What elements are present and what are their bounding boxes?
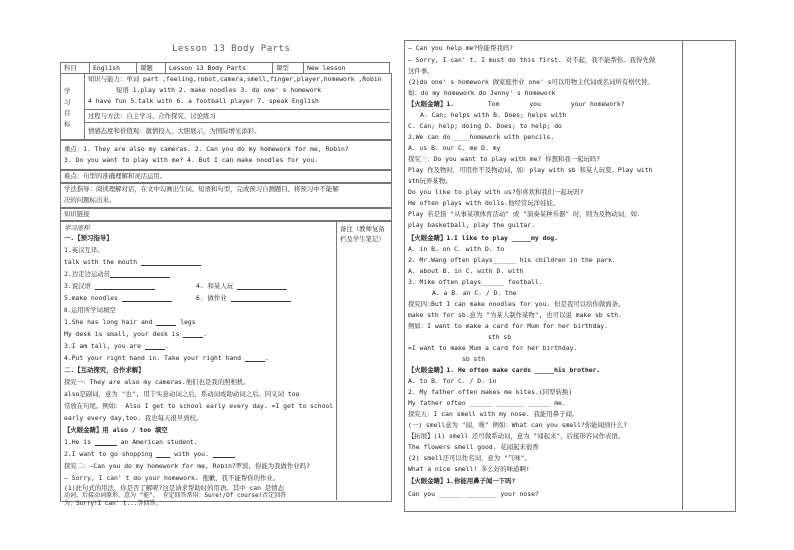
explore-3-line-d: He often plays with dolls.他经常玩洋娃娃。	[408, 199, 560, 207]
method-line-1: 学法指导：阅读理解对话，在文中勾画出生词、短语和句型，完成预习自测题目。将预习中不能解	[64, 185, 339, 193]
focus-line-1: 重点：1. They are also my cameras. 2. Can you do my homework for me, Robin?	[64, 145, 349, 153]
drill-2-options-1: A. Can; helps with B. Does; helps with	[420, 111, 567, 119]
type-label: 课型	[273, 63, 304, 74]
drill-1-item-2: 2.I want to go shopping with you.	[64, 450, 235, 458]
translate-item-2: 2.边走边运动员	[64, 270, 170, 278]
explore-3-line-c: Do you like to play with us?你喜欢和我们一起玩吗?	[408, 188, 584, 196]
right-line-5: 如：do my homework do Jenny' s homework	[408, 89, 556, 97]
drill-3-q3: 3. Mike often plays______ football.	[408, 278, 543, 286]
right-line-3: 这件事。	[408, 67, 434, 75]
objectives-line-3: 4 have fun 5.talk with 6. a football player 7. speak English	[88, 97, 319, 105]
objectives-line-2: 短语 1.play with 2. make noodles 3. do one' s homework	[116, 86, 322, 94]
right-line-1: — Can you help me?你能帮我吗?	[408, 44, 514, 52]
drill-3-q2: 2. Mr.Wang often plays______ his children in the park.	[408, 256, 616, 264]
translate-item-6: 6. 做作业	[196, 294, 291, 302]
explore-3-line-b: sth玩弄某物。	[408, 177, 452, 185]
drill-4-q1: 【火眼金睛】1. He often make cards _____his brother.	[408, 366, 601, 374]
explore-1-line-c: early every day,too. 我也每天很早到校。	[64, 414, 203, 422]
drill-3-o1: A. in B. on C. with D. to	[408, 245, 505, 253]
drill-2-q2: 2.We can do ____homework with pencils.	[408, 133, 555, 141]
emotion-text: 情感态度和价值观：激情投入，大胆展示，为国际增光添彩。	[88, 127, 261, 135]
method-line-2: 决的问题标出来。	[64, 196, 116, 204]
topic-label: 课题	[137, 63, 166, 74]
explore-5-title: 探究五：I can smell with my nose. 我能用鼻子闻。	[408, 410, 579, 418]
explore-3-line-e: Play 若是指 "从事某项体育活动" 或 "演奏某种乐器" 时，则为及物动词，如：	[408, 210, 644, 218]
explore-5-line-d: (2) smell还可以作名词，意为 "气味"。	[408, 454, 531, 462]
subject-value: English	[90, 63, 137, 74]
fill-item-4: 4.Put your right hand in. Take your right hand .	[64, 354, 269, 362]
topic-value: Lesson 13 Body Parts	[166, 63, 273, 74]
lesson-title: Lesson 13 Body Parts	[172, 44, 291, 54]
knowledge-text: 知识链接	[64, 210, 90, 218]
drill-2-options-2: C. Can; help; doing D. Does; to help; do	[408, 122, 562, 130]
drill-1-title: 【火眼金睛】用 also / too 填空	[64, 426, 168, 434]
translate-heading: 1.英汉互译。	[64, 246, 104, 254]
fill-heading: Ⅱ.运用所学词填空	[64, 306, 116, 314]
difficulty-text: 难点：句型的准确理解和灵活运用。	[64, 172, 167, 180]
drill-4-q2: 2. My father often makes me kites.(同型转换)	[408, 388, 573, 396]
explore-5-line-e: What a nice smell! 多么好的味道啊!	[408, 465, 530, 473]
explore-4-line-a: make sth for sb.意为 "为某人制作某物", 也可以说 make sb sth.	[408, 311, 622, 319]
type-value: New lesson	[304, 63, 390, 74]
explore-4-line-d: =I want to make Mum a card for her birthday.	[408, 344, 578, 352]
flow-header: 学习流程	[64, 224, 90, 232]
drill-5-title: 【火眼金睛】1.你能用鼻子闻一下吗?	[408, 477, 516, 485]
explore-5-line-a: (一) smell意为 "闻，嗅" 例如：What can you smell?你能闻到什么?	[408, 421, 627, 429]
translate-item-4: 4. 和某人玩	[196, 282, 287, 290]
explore-2-title: 探究二：—Can you do my homework for me, Robin?罗滨，你能为我做作业吗?	[64, 462, 310, 470]
section-preview: 一.【预习指导】	[64, 234, 113, 242]
explore-3-line-a: Play 作及物时，可用作不及物动词，如：play with sb 和某人玩耍。Play with	[408, 166, 653, 174]
notes-header: 备注（教师复备栏及学生笔记）	[340, 225, 385, 243]
drill-5-question: Can you ______ ________ your nose?	[408, 490, 539, 498]
process-text: 过程与方法：自主学习、合作探究、讨论练习	[88, 112, 216, 120]
objectives-label: 学 习 目 标	[64, 87, 71, 128]
drill-2-title: 【火眼金睛】1. Tom you your homework?	[408, 100, 625, 108]
section-interactive: 二.【互动探究，合作求解】	[64, 366, 145, 374]
explore-3-line-f: play basketball, play the guitar.	[408, 221, 535, 229]
right-line-4: (2)do one' s homework 做家庭作业 one' s可以用物主代词或名词所有格代替。	[408, 78, 654, 86]
subject-label: 科目	[61, 63, 90, 74]
explore-2-line-b: (1)此句式的用法，你是否了解呢?这是请求帮助时的用语。其中 can 是情态	[64, 484, 284, 492]
translate-item-3: 3.说汉语	[64, 282, 155, 290]
drill-3-o2: A. about B. in C. with D. with	[408, 267, 524, 275]
explore-4-title: 探究四:But I can make noodles for you. 但是我可以给你做面条。	[408, 300, 625, 308]
fill-item-1: 1.She has long hair and legs	[64, 318, 196, 326]
focus-box	[60, 139, 392, 171]
right-line-2: — Sorry, I can' t. I must do this first. 对不起，我不能帮你。我得先做	[408, 56, 656, 64]
drill-3-o3: A. a B. an C. / D. the	[432, 289, 517, 297]
explore-2-line-c: 动词，后接动词原形，意为 "能"。 肯定回答常用：Sure!/Of course!否定回答	[64, 492, 287, 499]
explore-1-line-a: also是副词，意为 "也", 用于实意动词之后，系动词或助动词之后。同义词 too	[64, 390, 300, 398]
explore-4-line-b: 例如：I want to make a card for Mum for her birthday.	[408, 322, 609, 330]
translate-item-1: talk with the mouth	[64, 258, 201, 266]
drill-3-q1: 【火眼金睛】1.I like to play _____my dog.	[408, 234, 558, 242]
drill-4-q2b: My father often ______ _______ ______ me.	[408, 399, 566, 407]
explore-4-line-c: sth sb	[488, 333, 512, 341]
explore-5-line-b: 【拓展】(1) smell 还可做系动词，意为 "闻起来"，后接形容词作表语。	[408, 432, 625, 440]
explore-2-line-a: — Sorry, I can' t do your homework. 抱歉，我不能帮你的作业。	[64, 474, 280, 482]
explore-2-line-d: 为：Sorry!I can' t...等回答。	[64, 500, 162, 507]
translate-item-5: 5.make noodles	[64, 294, 172, 302]
fill-item-2: My desk is small, your desk is .	[64, 330, 208, 338]
objectives-line-1: 知识与能力：单词 part ,feeling,robot,camera,smell,finger,player,homework ,Robin	[88, 75, 382, 83]
explore-4-line-e: sb sth	[462, 355, 486, 363]
drill-2-options-3: A. us B. our C. me D. my	[408, 144, 501, 152]
fill-item-3: 3.I am tall, you are .	[64, 342, 169, 350]
explore-3-title: 探究三：Do you want to play with me? 你想和我一起玩吗?	[408, 155, 601, 163]
explore-5-line-c: The flowers smell good. 花闻起来很香	[408, 443, 539, 451]
explore-1-line-b: 常放在句尾。例如： Also I get to school early every day. =I get to school	[64, 402, 334, 410]
drill-4-o1: A. to B. for C. / D. in	[408, 377, 497, 385]
explore-1-title: 探究一：They are also my cameras.他们也是我的照相机。	[64, 378, 250, 386]
focus-line-2: 3. Do you want to play with me? 4. But I can make noodles for you.	[64, 156, 318, 164]
drill-1-item-1: 1.He is an American student.	[64, 438, 198, 446]
